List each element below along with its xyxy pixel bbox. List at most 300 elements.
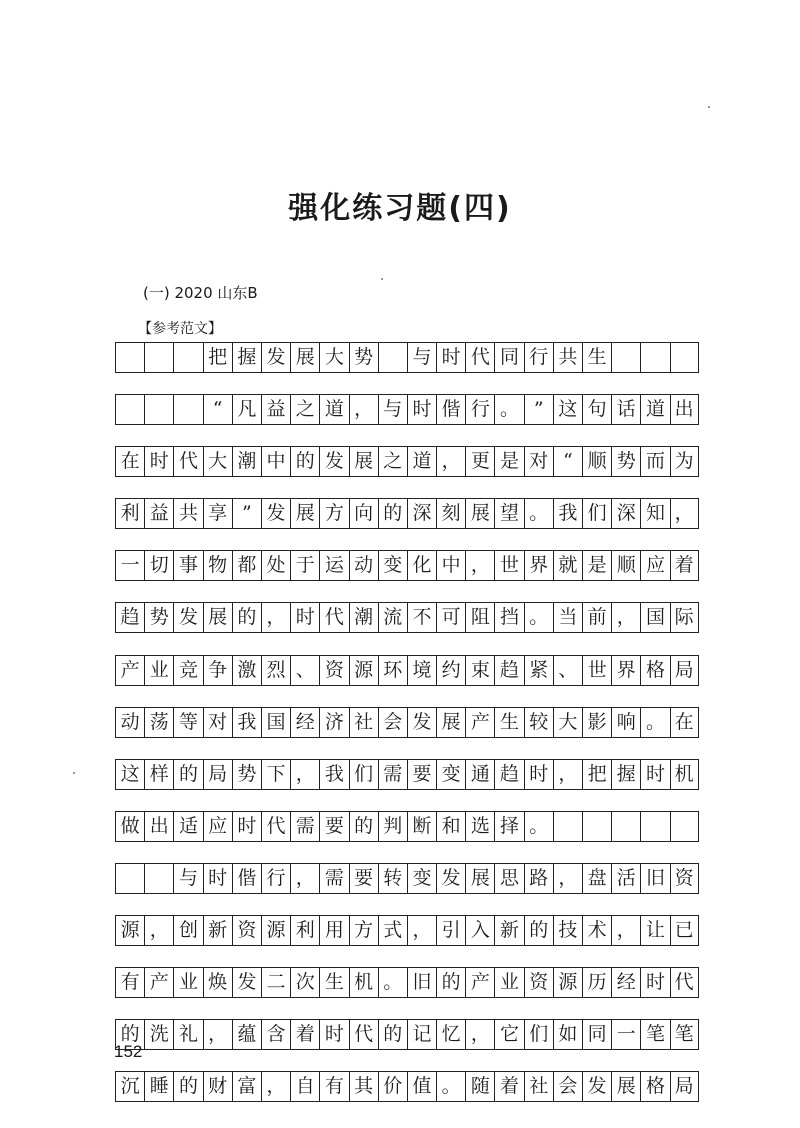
grid-cell: 世 — [494, 550, 523, 581]
grid-cell: 资 — [232, 915, 261, 946]
page-title: 强化练习题(四) — [288, 191, 512, 226]
grid-cell: 着 — [494, 1071, 523, 1102]
grid-cell — [670, 342, 699, 373]
grid-cell: 化 — [407, 550, 436, 581]
grid-cell: 约 — [436, 655, 465, 686]
grid-cell: 断 — [407, 811, 436, 842]
grid-cell: 。 — [378, 967, 407, 998]
grid-cell: 时 — [203, 863, 232, 894]
grid-cell: 竞 — [173, 655, 202, 686]
grid-cell: 样 — [144, 759, 173, 790]
grid-cell: 物 — [203, 550, 232, 581]
grid-cell: 出 — [670, 394, 699, 425]
grid-cell: 道 — [640, 394, 669, 425]
grid-cell: 产 — [465, 707, 494, 738]
grid-cell: 出 — [144, 811, 173, 842]
grid-cell: 荡 — [144, 707, 173, 738]
grid-row — [115, 967, 699, 998]
grid-cell: 局 — [203, 759, 232, 790]
grid-cell: 发 — [232, 967, 261, 998]
grid-cell: 局 — [670, 655, 699, 686]
grid-cell: ， — [465, 550, 494, 581]
grid-cell: 在 — [115, 446, 144, 477]
grid-cell: ， — [611, 915, 640, 946]
grid-cell: 变 — [378, 550, 407, 581]
grid-cell: 烈 — [261, 655, 290, 686]
grid-cell: 行 — [465, 394, 494, 425]
grid-cell: 业 — [173, 967, 202, 998]
grid-cell: 变 — [436, 759, 465, 790]
grid-cell: 益 — [261, 394, 290, 425]
grid-cell: ， — [290, 759, 319, 790]
grid-cell: 源 — [349, 655, 378, 686]
grid-cell: 式 — [378, 915, 407, 946]
grid-cell: 话 — [611, 394, 640, 425]
grid-cell: 发 — [436, 863, 465, 894]
page-number: 152 — [114, 1042, 143, 1061]
grid-cell: 入 — [465, 915, 494, 946]
grid-cell: 。 — [524, 602, 553, 633]
grid-cell: 是 — [582, 550, 611, 581]
grid-cell: 局 — [670, 1071, 699, 1102]
grid-cell: 蕴 — [232, 1019, 261, 1050]
grid-cell: 共 — [553, 342, 582, 373]
grid-cell: 前 — [582, 602, 611, 633]
grid-cell: ， — [553, 863, 582, 894]
grid-cell: 做 — [115, 811, 144, 842]
grid-cell: 对 — [524, 446, 553, 477]
grid-cell: 享 — [203, 498, 232, 529]
grid-cell: ， — [290, 863, 319, 894]
grid-row — [115, 863, 699, 894]
grid-cell: 动 — [115, 707, 144, 738]
grid-cell: 流 — [378, 602, 407, 633]
grid-cell: 凡 — [232, 394, 261, 425]
grid-row — [115, 759, 699, 790]
grid-cell: 望 — [494, 498, 523, 529]
grid-cell: 而 — [640, 446, 669, 477]
grid-cell: 潮 — [232, 446, 261, 477]
grid-cell: 代 — [670, 967, 699, 998]
scan-speck — [708, 106, 710, 108]
grid-cell: 展 — [290, 498, 319, 529]
grid-cell: 、 — [553, 655, 582, 686]
grid-cell — [173, 394, 202, 425]
grid-cell: 不 — [407, 602, 436, 633]
grid-cell: 知 — [640, 498, 669, 529]
grid-cell: 大 — [553, 707, 582, 738]
grid-cell: 应 — [640, 550, 669, 581]
grid-cell: ， — [611, 602, 640, 633]
grid-cell: 深 — [611, 498, 640, 529]
grid-cell: 引 — [436, 915, 465, 946]
grid-cell: 与 — [173, 863, 202, 894]
grid-cell: 影 — [582, 707, 611, 738]
grid-cell: 历 — [582, 967, 611, 998]
grid-cell: 行 — [524, 342, 553, 373]
grid-cell: 社 — [524, 1071, 553, 1102]
grid-cell: 时 — [144, 446, 173, 477]
grid-cell: 阻 — [465, 602, 494, 633]
grid-cell: 这 — [553, 394, 582, 425]
grid-cell: 时 — [319, 1019, 348, 1050]
grid-cell: ， — [349, 394, 378, 425]
essay-grid — [115, 342, 699, 1123]
grid-cell: 的 — [173, 1071, 202, 1102]
grid-cell: 活 — [611, 863, 640, 894]
grid-cell: 选 — [465, 811, 494, 842]
grid-cell: 洗 — [144, 1019, 173, 1050]
grid-cell: 源 — [115, 915, 144, 946]
grid-cell: 睡 — [144, 1071, 173, 1102]
grid-cell: 转 — [378, 863, 407, 894]
grid-cell: 刻 — [436, 498, 465, 529]
grid-cell: 源 — [261, 915, 290, 946]
grid-cell: 国 — [640, 602, 669, 633]
grid-cell: 随 — [465, 1071, 494, 1102]
grid-cell: 较 — [524, 707, 553, 738]
grid-cell: 业 — [494, 967, 523, 998]
grid-cell: 礼 — [173, 1019, 202, 1050]
grid-cell: 世 — [582, 655, 611, 686]
grid-cell: 句 — [582, 394, 611, 425]
grid-cell — [640, 811, 669, 842]
grid-cell: 境 — [407, 655, 436, 686]
grid-cell: 已 — [670, 915, 699, 946]
grid-cell: 笔 — [670, 1019, 699, 1050]
grid-cell: 展 — [203, 602, 232, 633]
grid-cell: 展 — [465, 498, 494, 529]
grid-cell: 盘 — [582, 863, 611, 894]
grid-cell: 事 — [173, 550, 202, 581]
grid-cell: 代 — [349, 1019, 378, 1050]
grid-cell: 同 — [494, 342, 523, 373]
grid-cell: 就 — [553, 550, 582, 581]
grid-cell: 源 — [553, 967, 582, 998]
grid-cell — [670, 811, 699, 842]
grid-cell: 需 — [378, 759, 407, 790]
grid-cell: 的 — [232, 602, 261, 633]
grid-cell: ” — [524, 394, 553, 425]
grid-cell: 道 — [319, 394, 348, 425]
grid-cell: 用 — [319, 915, 348, 946]
grid-cell: 产 — [144, 967, 173, 998]
grid-cell: 通 — [465, 759, 494, 790]
grid-cell: 的 — [378, 498, 407, 529]
grid-cell: 紧 — [524, 655, 553, 686]
grid-cell: 向 — [349, 498, 378, 529]
grid-cell: 握 — [232, 342, 261, 373]
grid-cell: 中 — [261, 446, 290, 477]
grid-cell — [144, 342, 173, 373]
grid-cell: 路 — [524, 863, 553, 894]
grid-cell — [115, 394, 144, 425]
grid-cell: 有 — [319, 1071, 348, 1102]
grid-cell — [115, 863, 144, 894]
grid-cell: 的 — [378, 1019, 407, 1050]
grid-cell: 要 — [407, 759, 436, 790]
grid-cell: 势 — [232, 759, 261, 790]
grid-cell: 资 — [319, 655, 348, 686]
grid-cell: 沉 — [115, 1071, 144, 1102]
grid-cell: 发 — [582, 1071, 611, 1102]
grid-cell: 动 — [349, 550, 378, 581]
grid-row — [115, 498, 699, 529]
grid-cell: 当 — [553, 602, 582, 633]
grid-cell: 之 — [290, 394, 319, 425]
grid-cell: 要 — [319, 811, 348, 842]
grid-cell — [378, 342, 407, 373]
grid-cell: ， — [261, 602, 290, 633]
grid-cell: 一 — [115, 550, 144, 581]
grid-cell: 之 — [378, 446, 407, 477]
grid-cell: 与 — [407, 342, 436, 373]
grid-cell: 与 — [378, 394, 407, 425]
grid-cell: 忆 — [436, 1019, 465, 1050]
grid-cell: 资 — [670, 863, 699, 894]
grid-cell: 展 — [349, 446, 378, 477]
grid-cell: 发 — [319, 446, 348, 477]
grid-cell: 一 — [611, 1019, 640, 1050]
grid-cell: ， — [553, 759, 582, 790]
grid-cell: 发 — [407, 707, 436, 738]
grid-cell — [553, 811, 582, 842]
grid-cell: “ — [553, 446, 582, 477]
grid-cell: 让 — [640, 915, 669, 946]
grid-cell: 偕 — [436, 394, 465, 425]
grid-cell: 生 — [494, 707, 523, 738]
grid-cell: 有 — [115, 967, 144, 998]
grid-cell: 际 — [670, 602, 699, 633]
grid-cell: 次 — [290, 967, 319, 998]
grid-cell: 们 — [582, 498, 611, 529]
grid-cell: 值 — [407, 1071, 436, 1102]
grid-cell: 技 — [553, 915, 582, 946]
grid-cell: 会 — [553, 1071, 582, 1102]
grid-cell: 势 — [144, 602, 173, 633]
grid-cell: 顺 — [582, 446, 611, 477]
grid-cell: 道 — [407, 446, 436, 477]
grid-cell: 需 — [290, 811, 319, 842]
grid-cell: 这 — [115, 759, 144, 790]
grid-cell: 、 — [290, 655, 319, 686]
grid-cell: 时 — [290, 602, 319, 633]
grid-cell: 生 — [319, 967, 348, 998]
grid-cell: 挡 — [494, 602, 523, 633]
grid-cell: 的 — [173, 759, 202, 790]
grid-cell: 束 — [465, 655, 494, 686]
grid-cell: 代 — [319, 602, 348, 633]
grid-cell: 时 — [232, 811, 261, 842]
grid-cell: 时 — [524, 759, 553, 790]
grid-cell: 握 — [611, 759, 640, 790]
grid-cell: 变 — [407, 863, 436, 894]
grid-cell: 响 — [611, 707, 640, 738]
grid-cell: 机 — [670, 759, 699, 790]
grid-cell: 把 — [582, 759, 611, 790]
grid-cell: 下 — [261, 759, 290, 790]
grid-cell: 二 — [261, 967, 290, 998]
grid-cell — [144, 863, 173, 894]
grid-cell: ， — [144, 915, 173, 946]
grid-cell: 要 — [349, 863, 378, 894]
grid-cell: 切 — [144, 550, 173, 581]
scan-speck — [73, 772, 75, 774]
grid-cell: 。 — [640, 707, 669, 738]
grid-cell: 同 — [582, 1019, 611, 1050]
grid-cell: 笔 — [640, 1019, 669, 1050]
grid-cell: 其 — [349, 1071, 378, 1102]
grid-cell: 济 — [319, 707, 348, 738]
grid-cell: 。 — [524, 498, 553, 529]
grid-cell: 的 — [436, 967, 465, 998]
grid-cell: 着 — [670, 550, 699, 581]
grid-cell — [173, 342, 202, 373]
grid-row — [115, 446, 699, 477]
grid-cell: 它 — [494, 1019, 523, 1050]
grid-cell: 择 — [494, 811, 523, 842]
grid-cell: 大 — [203, 446, 232, 477]
grid-row — [115, 707, 699, 738]
grid-cell: 运 — [319, 550, 348, 581]
grid-cell — [611, 811, 640, 842]
essay-label: 【参考范文】 — [138, 321, 222, 337]
grid-cell: 展 — [611, 1071, 640, 1102]
grid-cell: 激 — [232, 655, 261, 686]
grid-cell: 焕 — [203, 967, 232, 998]
grid-cell: 为 — [670, 446, 699, 477]
grid-cell: 们 — [524, 1019, 553, 1050]
grid-cell: 国 — [261, 707, 290, 738]
grid-cell: 势 — [349, 342, 378, 373]
grid-cell: 思 — [494, 863, 523, 894]
grid-cell: 大 — [319, 342, 348, 373]
grid-cell: “ — [203, 394, 232, 425]
grid-cell: 中 — [436, 550, 465, 581]
grid-cell: 时 — [436, 342, 465, 373]
grid-cell: 应 — [203, 811, 232, 842]
grid-cell — [115, 342, 144, 373]
grid-cell: 业 — [144, 655, 173, 686]
grid-cell: 如 — [553, 1019, 582, 1050]
grid-row — [115, 550, 699, 581]
grid-cell: 可 — [436, 602, 465, 633]
grid-cell: 趋 — [115, 602, 144, 633]
grid-cell: ， — [203, 1019, 232, 1050]
grid-cell: 含 — [261, 1019, 290, 1050]
grid-cell: 记 — [407, 1019, 436, 1050]
grid-cell: 方 — [319, 498, 348, 529]
grid-cell: 争 — [203, 655, 232, 686]
grid-cell: ” — [232, 498, 261, 529]
grid-cell: 的 — [290, 446, 319, 477]
grid-cell: 新 — [203, 915, 232, 946]
grid-cell: ， — [407, 915, 436, 946]
grid-cell: 方 — [349, 915, 378, 946]
grid-cell: 社 — [349, 707, 378, 738]
grid-cell: 时 — [640, 759, 669, 790]
grid-row — [115, 655, 699, 686]
grid-cell: 产 — [115, 655, 144, 686]
grid-cell: 机 — [349, 967, 378, 998]
grid-cell: 资 — [524, 967, 553, 998]
grid-cell: 代 — [173, 446, 202, 477]
grid-cell: 新 — [494, 915, 523, 946]
grid-cell: 展 — [290, 342, 319, 373]
grid-cell: 需 — [319, 863, 348, 894]
grid-cell: 代 — [261, 811, 290, 842]
grid-cell: 和 — [436, 811, 465, 842]
grid-cell: 趋 — [494, 759, 523, 790]
grid-cell: 着 — [290, 1019, 319, 1050]
grid-cell — [582, 811, 611, 842]
grid-cell: 深 — [407, 498, 436, 529]
grid-cell: 都 — [232, 550, 261, 581]
grid-cell: 处 — [261, 550, 290, 581]
grid-cell: 共 — [173, 498, 202, 529]
grid-cell: 时 — [407, 394, 436, 425]
grid-cell: 发 — [261, 342, 290, 373]
grid-row — [115, 811, 699, 842]
grid-cell: 的 — [349, 811, 378, 842]
grid-cell: 发 — [173, 602, 202, 633]
grid-row — [115, 394, 699, 425]
grid-cell: 经 — [611, 967, 640, 998]
grid-cell: 自 — [290, 1071, 319, 1102]
grid-cell: 时 — [640, 967, 669, 998]
grid-cell: 界 — [524, 550, 553, 581]
grid-cell: 代 — [465, 342, 494, 373]
grid-cell: 于 — [290, 550, 319, 581]
grid-cell: 界 — [611, 655, 640, 686]
grid-cell: 的 — [524, 915, 553, 946]
grid-cell: 在 — [670, 707, 699, 738]
section-heading: (一) 2020 山东B — [143, 284, 258, 302]
grid-cell: 潮 — [349, 602, 378, 633]
grid-cell: 。 — [436, 1071, 465, 1102]
grid-cell: 等 — [173, 707, 202, 738]
grid-row — [115, 915, 699, 946]
grid-cell: 会 — [378, 707, 407, 738]
grid-cell: 展 — [465, 863, 494, 894]
grid-row — [115, 1019, 699, 1050]
grid-cell: 财 — [203, 1071, 232, 1102]
grid-cell: 。 — [524, 811, 553, 842]
grid-cell: ， — [670, 498, 699, 529]
grid-cell: 的 — [115, 1019, 144, 1050]
grid-cell: 们 — [349, 759, 378, 790]
grid-cell: 趋 — [494, 655, 523, 686]
grid-cell: 是 — [494, 446, 523, 477]
grid-cell — [144, 394, 173, 425]
grid-cell: 格 — [640, 1071, 669, 1102]
grid-cell: 我 — [232, 707, 261, 738]
grid-cell: 利 — [290, 915, 319, 946]
grid-cell: ， — [436, 446, 465, 477]
grid-cell — [640, 342, 669, 373]
grid-cell: 经 — [290, 707, 319, 738]
grid-cell: ， — [465, 1019, 494, 1050]
grid-row — [115, 342, 699, 373]
grid-cell: 生 — [582, 342, 611, 373]
grid-row — [115, 602, 699, 633]
grid-cell: 旧 — [640, 863, 669, 894]
grid-cell: ， — [261, 1071, 290, 1102]
grid-cell: 发 — [261, 498, 290, 529]
grid-cell: 我 — [319, 759, 348, 790]
grid-cell: 益 — [144, 498, 173, 529]
grid-cell: 适 — [173, 811, 202, 842]
